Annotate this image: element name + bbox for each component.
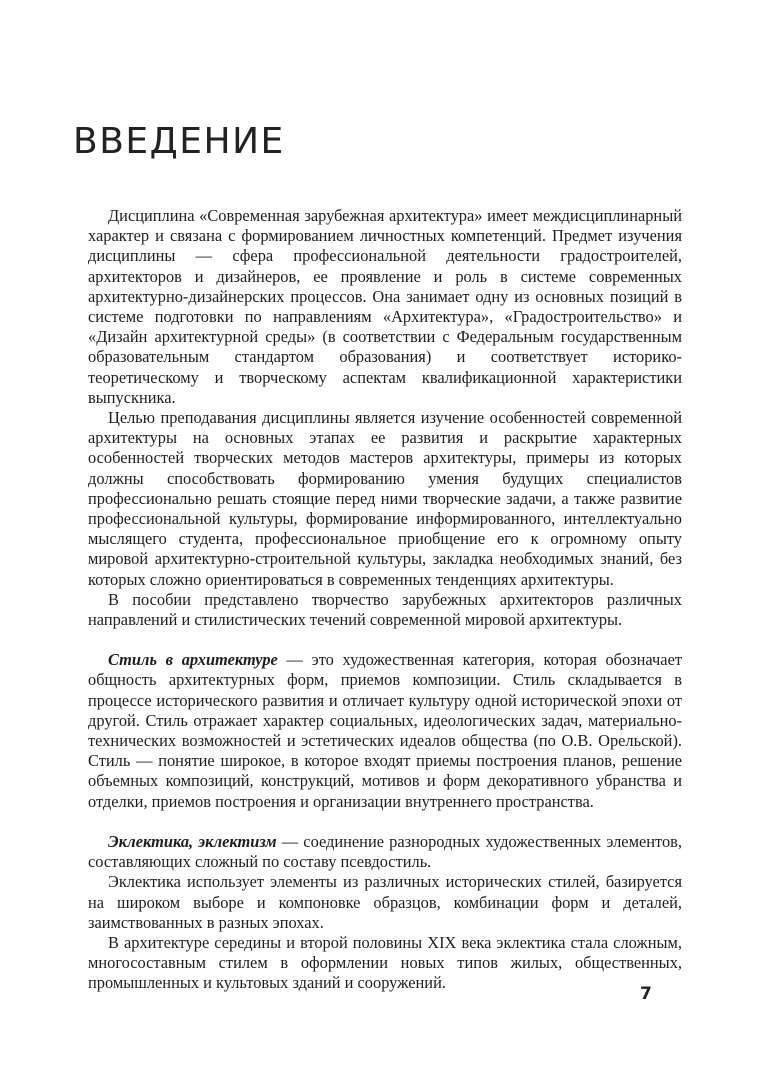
eclectic-paragraph-3: В архитектуре середины и второй половины XIX века эклектика стала сложным, многосоставным стилем в оформлении новых типов жилых, общественных, промышленных и культовых зданий и сооружений. bbox=[88, 932, 682, 993]
style-definition bbox=[88, 650, 682, 812]
style-term: Стиль в архитектуре bbox=[108, 650, 278, 670]
section-gap bbox=[88, 812, 682, 832]
section-gap bbox=[88, 630, 682, 650]
eclectic-definition-text: — соединение разнородных художественных элементов, составляющих сложный по составу псевдостиль. bbox=[88, 831, 682, 872]
page-number: 7 bbox=[640, 984, 652, 1004]
body-text bbox=[88, 206, 682, 994]
intro-paragraph-2: Целью преподавания дисциплины является изучение особенностей современной архитектуры на основных этапах ее развития и раскрытие характерных особенностей творческих методов мастеров архитектуры, примеры из которых должны способствовать формированию умения будущих специалистов профессионально решать стоящие перед ними творческие задачи, а также развитие профессиональной культуры, формирование информированного, интеллектуально мыслящего студента, профессиональное приобщение его к огромному опыту мировой архитектурно-строительной культуры, закладка необходимых знаний, без которых сложно ориентироваться в современных тенденциях архитектуры. bbox=[88, 408, 682, 589]
eclectic-definition bbox=[88, 832, 682, 872]
intro-paragraph-3: В пособии представлено творчество зарубежных архитекторов различных направлений и стилистических течений современной мировой архитектуры. bbox=[88, 589, 682, 630]
style-definition-text: — это художественная категория, которая обозначает общность архитектурных форм, приемов композиции. Стиль складывается в процессе исторического развития и отличает культуру одной исторической эпохи от другой. Стиль отражает характер социальных, идеологических задач, материально-технических возможностей и эстетических идеалов общества (по О.В. Орельской). Стиль — понятие широкое, в которое входят приемы построения планов, решение объемных композиций, конструкций, мотивов и форм декоративного убранства и отделки, приемов построения и организации внутреннего пространства. bbox=[88, 650, 683, 811]
intro-paragraph-1: Дисциплина «Современная зарубежная архитектура» имеет междисциплинарный характер и связана с формированием личностных компетенций. Предмет изучения дисциплины — сфера профессиональной деятельности градостроителей, архитекторов и дизайнеров, ее проявление и роль в системе современных архитектурно-дизайнерских процессов. Она занимает одну из основных позиций в системе подготовки по направлениям «Архитектура», «Градостроительство» и «Дизайн архитектурной среды» (в соответствии с Федеральным государственным образовательным стандартом образования) и соответствует историко-теоретическому и творческому аспектам квалификационной характеристики выпускника. bbox=[88, 206, 682, 407]
page-title: ВВЕДЕНИЕ bbox=[73, 121, 285, 162]
eclectic-paragraph-2: Эклектика использует элементы из различных исторических стилей, базируется на широком выборе и компоновке образцов, комбинации форм и деталей, заимствованных в разных эпохах. bbox=[88, 872, 682, 932]
eclectic-term: Эклектика, эклектизм bbox=[108, 831, 277, 851]
